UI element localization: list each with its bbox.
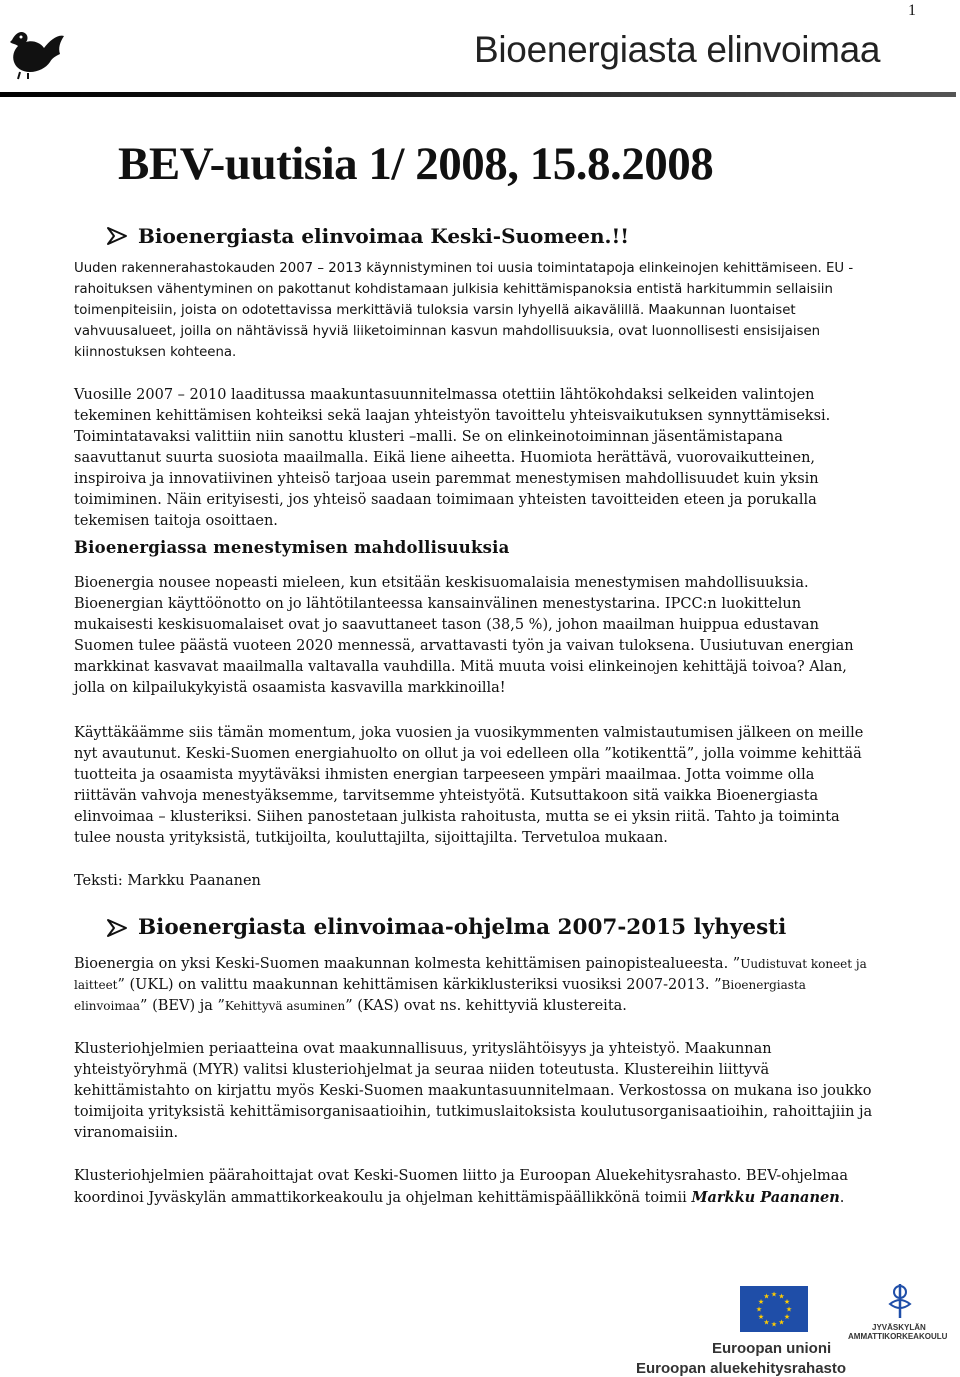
eu-star: ★ — [757, 1313, 765, 1321]
text-run: ” (BEV) ja ” — [140, 998, 225, 1014]
coordinator-name: Markku Paananen — [691, 1189, 840, 1206]
eu-star: ★ — [785, 1305, 793, 1314]
paragraph — [74, 1166, 874, 1209]
eu-star: ★ — [763, 1318, 770, 1327]
eu-star: ★ — [757, 1298, 765, 1306]
eu-star: ★ — [755, 1305, 763, 1314]
eu-flag-icon — [740, 1286, 808, 1332]
text-run: Klusteriohjelmien päärahoittajat ovat Keski-Suomen liitto ja Euroopan Aluekehitysrahasto. BEV-ohjelmaa koordinoi Jyväskylän ammattikorkeakoulu ja ohjelman kehittämispäällikkönä toimii — [74, 1168, 849, 1206]
cluster-name-bev: Bioenergiasta elinvoimaa — [74, 978, 806, 1013]
eu-star: ★ — [770, 1320, 778, 1329]
author-credit: Teksti: Markku Paananen — [74, 873, 261, 889]
cluster-name-ukl: Uudistuvat koneet ja laitteet — [74, 957, 867, 992]
page-header — [0, 0, 960, 104]
erdf-label: Euroopan aluekehitysrahasto — [636, 1360, 847, 1377]
school-label-line2: AMMATTIKORKEAKOULU — [848, 1332, 948, 1341]
eu-star: ★ — [763, 1292, 770, 1301]
section-heading-text: Bioenergiasta elinvoimaa Keski-Suomeen.!! — [138, 224, 630, 248]
eu-star: ★ — [770, 1290, 778, 1299]
eu-star: ★ — [778, 1318, 785, 1327]
paragraph: Vuosille 2007 – 2010 laaditussa maakuntasuunnitelmassa otettiin lähtökohdaksi selkeiden valintojen tekeminen kehittämisen kohteiksi sekä laajan yhteistyön tavoittelu yhteisvaikutuksen synnyttämiseksi. Toimintatavaksi valittiin niin sanottu klusteri –malli. Se on elinkeinotoiminnan jäsentämistapana saavuttanut suurta suosiota maailmalla. Eikä liene aiheetta. Huomiota herättävä, vuorovaikutteinen, inspiroiva ja innovatiivinen yhteisö tarjoaa usein paremmat menestymisen mahdollisuudet kuin yksin toimiminen. Näin erityisesti, jos yhteisö saadaan toimimaan yhteisten tavoitteiden eteen ja porukalla tekemisen taitoja osoittaen. — [74, 387, 831, 529]
text-run: ” (UKL) on valittu maakunnan kehittämisen kärkiklusteriksi vuosiksi 2007-2013. ” — [117, 977, 722, 993]
text-run: . — [839, 1190, 845, 1206]
school-label-line1: JYVÄSKYLÄN — [872, 1323, 926, 1332]
text-run: Bioenergia on yksi Keski-Suomen maakunnan kolmesta kehittämisen painopistealueesta. ” — [74, 956, 741, 972]
arrow-bullet-icon — [106, 917, 128, 939]
paragraph — [74, 954, 874, 1017]
section-menestymisen-mahdollisuuksia — [74, 538, 874, 892]
jamk-logo-icon — [886, 1282, 914, 1320]
page-number: 1 — [908, 2, 916, 19]
document-title: BEV-uutisia 1/ 2008, 15.8.2008 — [118, 138, 714, 190]
paragraph: Käyttäkäämme siis tämän momentum, joka vuosien ja vuosikymmenten valmistautumisen jälkeen on meille nyt avautunut. Keski-Suomen energiahuolto on ollut ja voi edelleen olla ”kotikenttä”, jolla voimme kehittää tuotteita ja osaamista myytäväksi ihmisten energian tarpeeseen ympäri maailmaa. Jotta voimme olla riittävän vahvoja menestyäksemme, tarvitsemme yhteistyötä. Kutsuttakoon sitä vaikka Bioenergiasta elinvoimaa – klusteriksi. Siihen panostetaan julkista rahoitusta, mutta se ei yksin riitä. Tahto ja toiminta tulee nousta yrityksistä, tutkijoilta, kouluttajilta, sijoittajilta. Tervetuloa mukaan. — [74, 725, 864, 846]
eu-star: ★ — [778, 1292, 785, 1301]
capercaillie-bird-icon — [6, 24, 66, 80]
section-heading-text: Bioenergiasta elinvoimaa-ohjelma 2007-2015 lyhyesti — [138, 915, 787, 940]
section-subheading: Bioenergiassa menestymisen mahdollisuuksia — [74, 538, 510, 557]
footer-logos — [0, 1270, 960, 1377]
section-heading — [74, 224, 874, 248]
paragraph: Uuden rakennerahastokauden 2007 – 2013 käynnistyminen toi uusia toimintatapoja elinkeinojen kehittämiseen. EU -rahoituksen vähentyminen on pakottanut kohdistamaan julkisia kehittämispanoksia entistä harkitummin sellaisiin toimenpiteisiin, joista on odotettavissa merkittäviä tuloksia varsin lyhyellä aikavälillä. Maakunnan luontaiset vahvuusalueet, joilla on nähtävissä hyviä liiketoiminnan kasvun mahdollisuuksia, ovat luonnollisesti ensisijaisen kiinnostuksen kohteena. — [74, 261, 854, 360]
eu-label: Euroopan unioni — [712, 1340, 832, 1357]
text-run: ” (KAS) ovat ns. kehittyviä klustereita. — [345, 998, 627, 1014]
arrow-bullet-icon — [106, 225, 128, 247]
cluster-name-kas: Kehittyvä asuminen — [224, 999, 346, 1013]
header-title: Bioenergiasta elinvoimaa — [474, 29, 881, 70]
section-bev-keski-suomeen — [74, 224, 874, 532]
header-rule — [0, 92, 956, 97]
section-ohjelma-lyhyesti — [74, 915, 874, 1209]
section-heading — [74, 915, 874, 940]
eu-star: ★ — [783, 1313, 791, 1321]
paragraph: Klusteriohjelmien periaatteina ovat maakunnallisuus, yrityslähtöisyys ja yhteistyö. Maakunnan yhteistyöryhmä (MYR) valitsi klusteriohjelmat ja seuraa niiden toteutusta. Klustereihin liittyvä kehittämistahto on kirjattu myös Keski-Suomen maakuntasuunnitelmaan. Verkostossa on mukana iso joukko toimijoita yrityksistä kehittämisorganisaatioihin, tutkimuslaitoksista koulutusorganisaatioihin, rahoittajiin ja viranomaisiin. — [74, 1041, 873, 1141]
eu-star: ★ — [783, 1298, 791, 1306]
paragraph: Bioenergia nousee nopeasti mieleen, kun etsitään keskisuomalaisia menestymisen mahdollisuuksia. Bioenergian käyttöönotto on jo lähtötilanteessa kansainvälinen menestystarina. IPCC:n luokittelun mukaisesti keskisuomalaiset ovat jo saavuttaneet tason (38,5 %), johon maailman huippua edustavan Suomen tulee päästä vuoteen 2020 mennessä, arvattavasti työn ja vaivan tuloksena. Uusiutuvan energian markkinat kasvavat maailmalla valtavalla vauhdilla. Mitä muuta voisi elinkeinojen kehittäjä toivoa? Alan, jolla on kilpailukykyistä osaamista kasvavilla markkinoilla! — [74, 575, 854, 696]
